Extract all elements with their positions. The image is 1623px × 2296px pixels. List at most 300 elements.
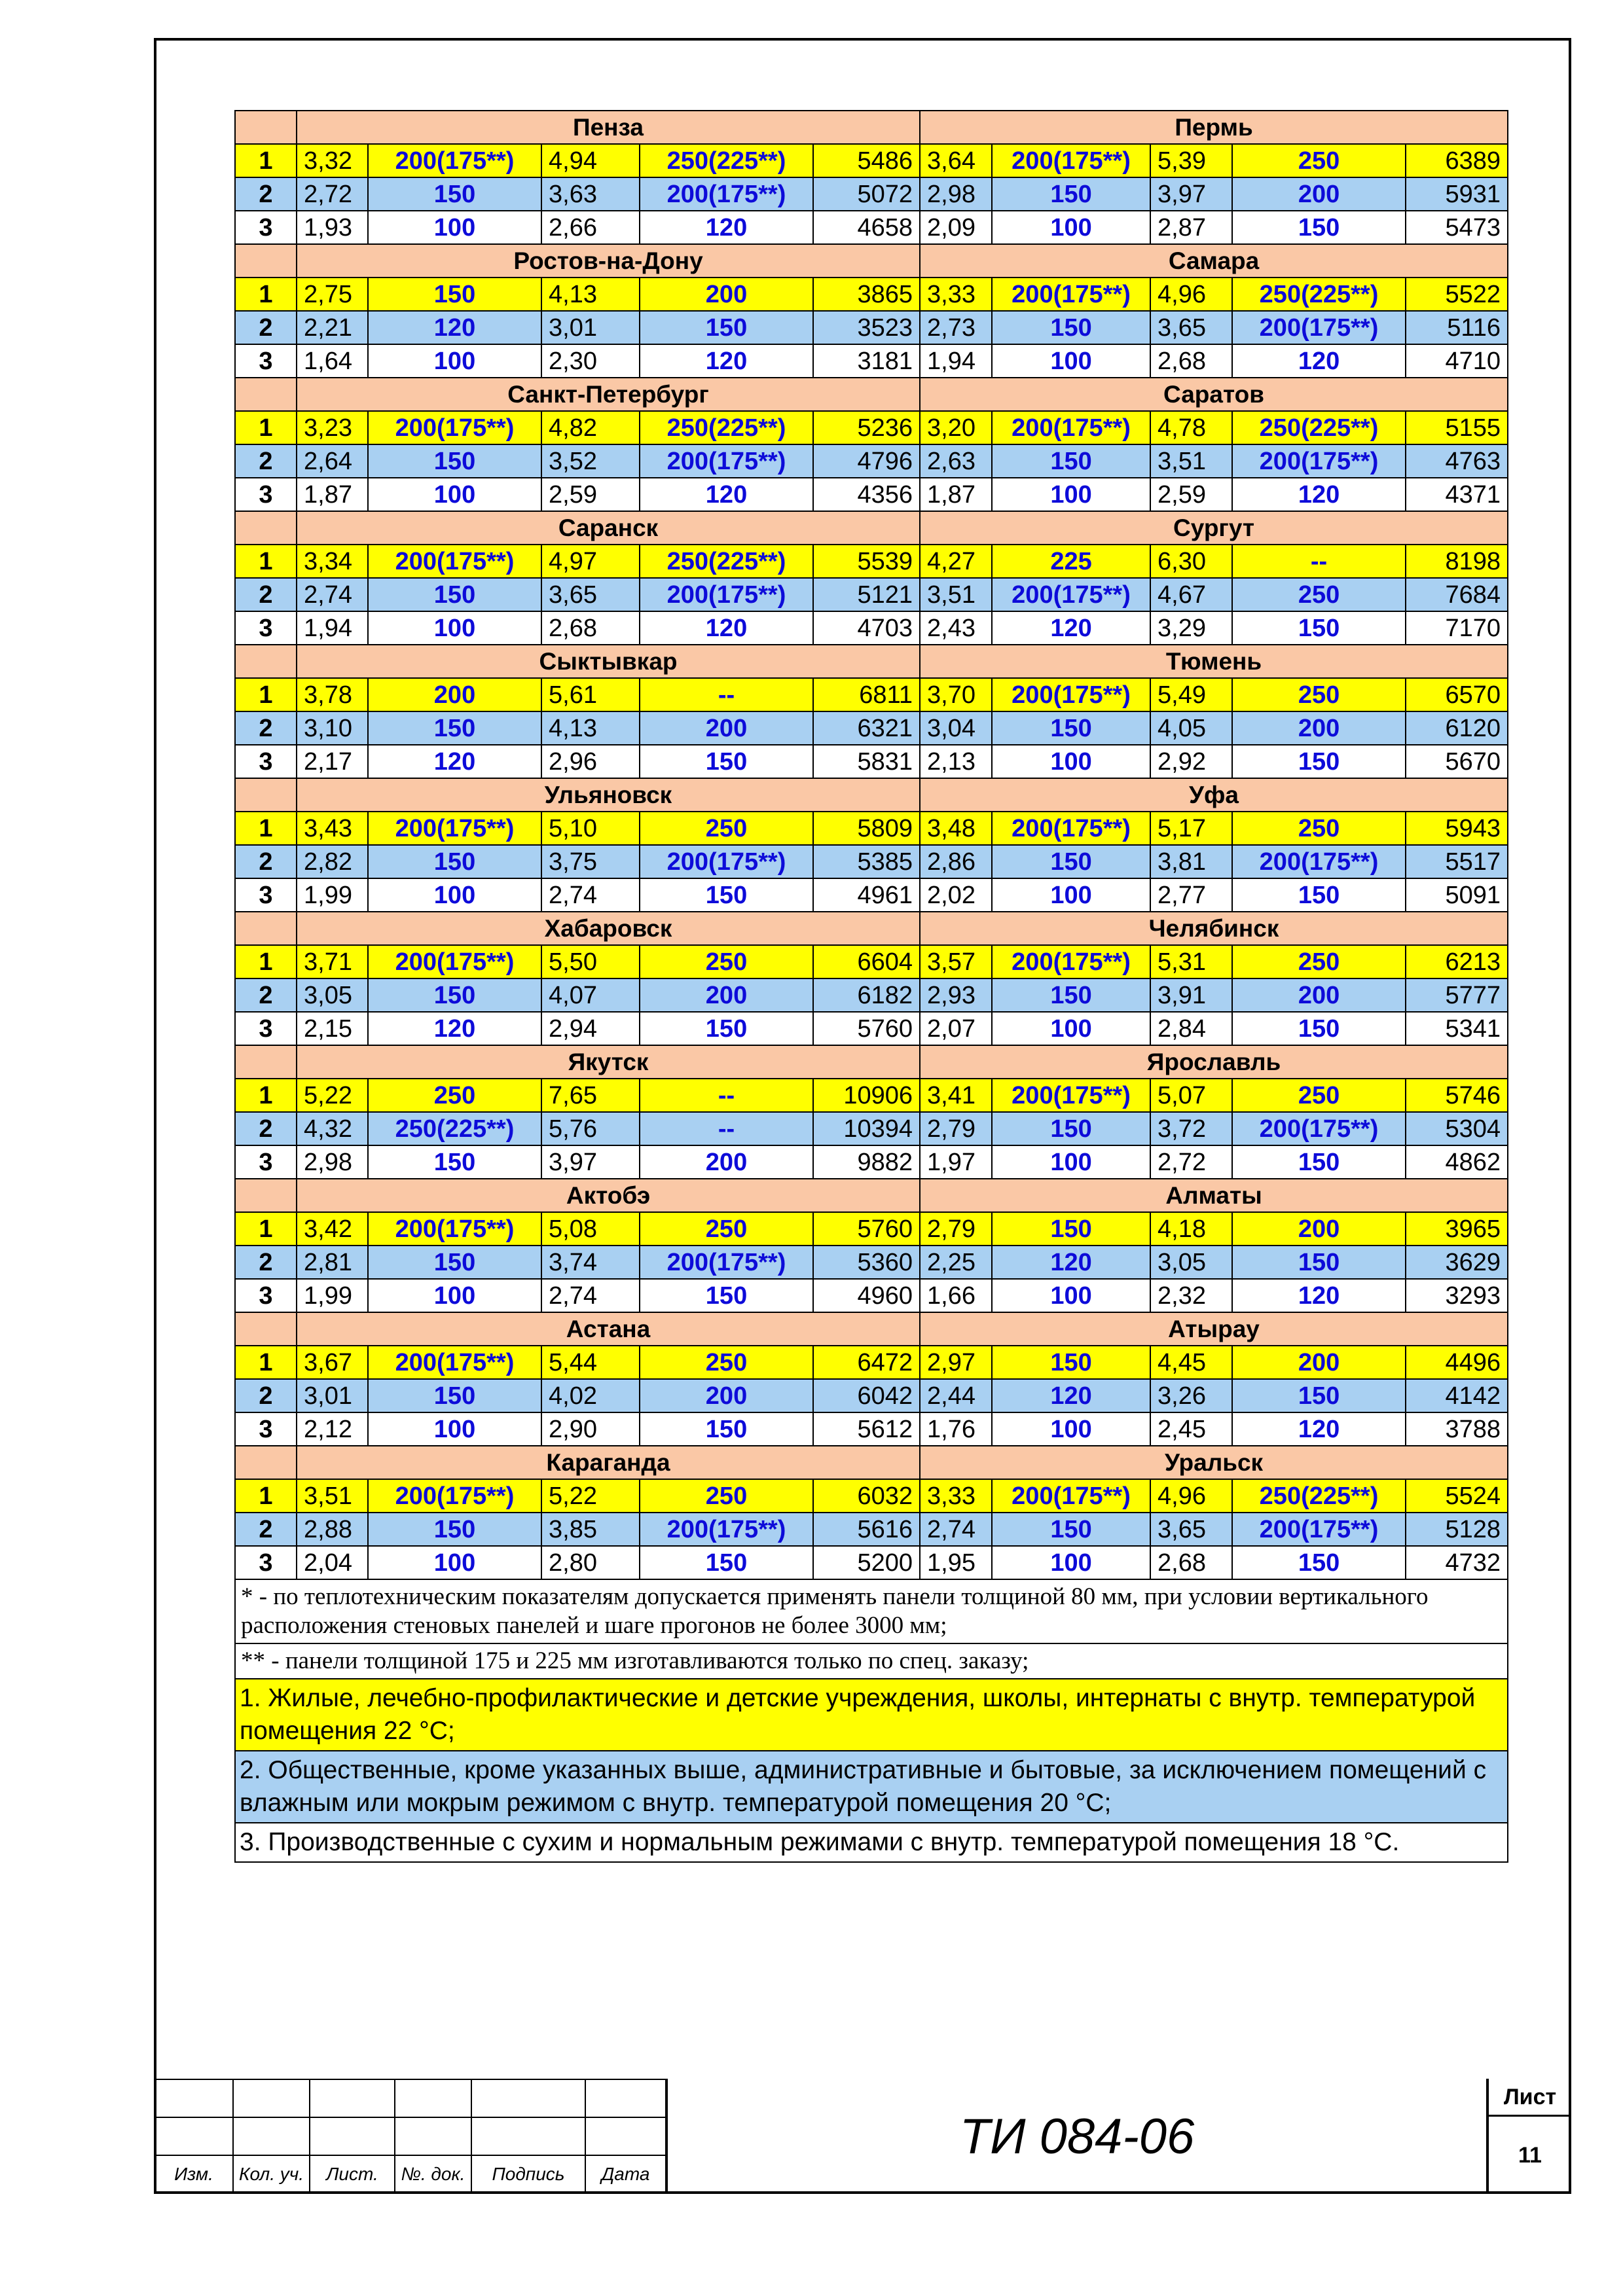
panel-thickness-alt: 200(175**) bbox=[1232, 1513, 1406, 1546]
panel-thickness: 200(175**) bbox=[368, 945, 541, 978]
room-category: 2 bbox=[235, 444, 297, 478]
panel-thickness: 150 bbox=[368, 1145, 541, 1179]
city-name-left: Караганда bbox=[297, 1446, 920, 1479]
resistance-required: 2,21 bbox=[297, 311, 368, 344]
date-label: Дата bbox=[585, 2155, 666, 2193]
resistance-actual: 3,65 bbox=[1150, 311, 1232, 344]
resistance-actual: 4,45 bbox=[1150, 1346, 1232, 1379]
degree-days: 10394 bbox=[813, 1112, 920, 1145]
city-header-row bbox=[235, 111, 1508, 144]
panel-thickness: 100 bbox=[368, 878, 541, 912]
table-row bbox=[235, 945, 1508, 978]
room-category: 2 bbox=[235, 177, 297, 211]
resistance-actual: 2,77 bbox=[1150, 878, 1232, 912]
panel-thickness: 200(175**) bbox=[368, 1346, 541, 1379]
resistance-actual: 3,51 bbox=[1150, 444, 1232, 478]
panel-thickness: 100 bbox=[368, 1279, 541, 1312]
panel-thickness-alt: 120 bbox=[1232, 1279, 1406, 1312]
resistance-actual: 3,63 bbox=[541, 177, 640, 211]
panel-thickness-alt: 200 bbox=[640, 978, 813, 1012]
resistance-required: 3,10 bbox=[297, 711, 368, 745]
resistance-required: 3,78 bbox=[297, 678, 368, 711]
degree-days: 5670 bbox=[1406, 745, 1508, 778]
panel-thickness-alt: 250 bbox=[1232, 678, 1406, 711]
resistance-actual: 3,74 bbox=[541, 1246, 640, 1279]
room-category: 2 bbox=[235, 1112, 297, 1145]
empty-cell bbox=[235, 511, 297, 545]
table-row bbox=[235, 611, 1508, 645]
resistance-required: 2,07 bbox=[920, 1012, 992, 1045]
degree-days: 5612 bbox=[813, 1412, 920, 1446]
degree-days: 10906 bbox=[813, 1079, 920, 1112]
panel-thickness-alt: 200 bbox=[640, 278, 813, 311]
panel-thickness-alt: 200 bbox=[640, 1145, 813, 1179]
panel-thickness: 120 bbox=[992, 1379, 1150, 1412]
degree-days: 3181 bbox=[813, 344, 920, 378]
panel-thickness: 150 bbox=[992, 711, 1150, 745]
degree-days: 5522 bbox=[1406, 278, 1508, 311]
panel-thickness-alt: 250(225**) bbox=[1232, 411, 1406, 444]
degree-days: 5360 bbox=[813, 1246, 920, 1279]
table-row bbox=[235, 1479, 1508, 1513]
footnote-star1: * - по теплотехническим показателям допускается применять панели толщиной 80 мм, при условии вертикального расположения стеновых панелей и шаге прогонов не более 3000 мм; bbox=[235, 1579, 1508, 1643]
panel-thickness-alt: 150 bbox=[640, 1546, 813, 1579]
city-header-row bbox=[235, 645, 1508, 678]
city-header-row bbox=[235, 1312, 1508, 1346]
resistance-actual: 2,72 bbox=[1150, 1145, 1232, 1179]
city-name-left: Ростов-на-Дону bbox=[297, 244, 920, 278]
room-category: 2 bbox=[235, 711, 297, 745]
degree-days: 5931 bbox=[1406, 177, 1508, 211]
degree-days: 4703 bbox=[813, 611, 920, 645]
degree-days: 3629 bbox=[1406, 1246, 1508, 1279]
city-name-left: Астана bbox=[297, 1312, 920, 1346]
resistance-required: 1,87 bbox=[297, 478, 368, 511]
panel-thickness: 150 bbox=[368, 444, 541, 478]
resistance-actual: 4,13 bbox=[541, 278, 640, 311]
table-row bbox=[235, 444, 1508, 478]
panel-thickness-alt: 200(175**) bbox=[640, 444, 813, 478]
table-row bbox=[235, 1145, 1508, 1179]
empty-cell bbox=[235, 1179, 297, 1212]
panel-thickness: 150 bbox=[992, 1212, 1150, 1246]
resistance-actual: 2,92 bbox=[1150, 745, 1232, 778]
doc-no-label: №. док. bbox=[395, 2155, 471, 2193]
category-1-note: 1. Жилые, лечебно-профилактические и детские учреждения, школы, интернаты с внутр. температурой помещения 22 °С; bbox=[235, 1679, 1508, 1751]
resistance-required: 2,79 bbox=[920, 1212, 992, 1246]
panel-thickness-alt: 150 bbox=[640, 745, 813, 778]
degree-days: 5341 bbox=[1406, 1012, 1508, 1045]
title-block-grid bbox=[154, 2079, 666, 2194]
table-row bbox=[235, 1246, 1508, 1279]
resistance-actual: 5,07 bbox=[1150, 1079, 1232, 1112]
resistance-required: 2,88 bbox=[297, 1513, 368, 1546]
room-category: 1 bbox=[235, 1079, 297, 1112]
city-header-row bbox=[235, 1179, 1508, 1212]
resistance-required: 2,73 bbox=[920, 311, 992, 344]
resistance-required: 3,33 bbox=[920, 278, 992, 311]
panel-thickness: 150 bbox=[992, 1513, 1150, 1546]
resistance-actual: 4,97 bbox=[541, 545, 640, 578]
resistance-actual: 3,05 bbox=[1150, 1246, 1232, 1279]
resistance-required: 1,76 bbox=[920, 1412, 992, 1446]
panel-thickness-alt: 200(175**) bbox=[1232, 1112, 1406, 1145]
resistance-required: 1,97 bbox=[920, 1145, 992, 1179]
degree-days: 6042 bbox=[813, 1379, 920, 1412]
category-1-note-row bbox=[235, 1679, 1508, 1751]
table-row bbox=[235, 578, 1508, 611]
panel-thickness-alt: 150 bbox=[1232, 1145, 1406, 1179]
room-category: 2 bbox=[235, 978, 297, 1012]
panel-thickness-alt: 200 bbox=[640, 1379, 813, 1412]
resistance-actual: 5,22 bbox=[541, 1479, 640, 1513]
panel-thickness-alt: 250 bbox=[1232, 144, 1406, 177]
room-category: 2 bbox=[235, 1246, 297, 1279]
degree-days: 5809 bbox=[813, 812, 920, 845]
resistance-required: 3,71 bbox=[297, 945, 368, 978]
panel-thickness-alt: 200(175**) bbox=[640, 1513, 813, 1546]
panel-thickness: 100 bbox=[368, 211, 541, 244]
panel-thickness: 150 bbox=[992, 444, 1150, 478]
table-row bbox=[235, 144, 1508, 177]
table-row bbox=[235, 1079, 1508, 1112]
room-category: 3 bbox=[235, 344, 297, 378]
room-category: 1 bbox=[235, 545, 297, 578]
panel-thickness: 200(175**) bbox=[368, 812, 541, 845]
resistance-actual: 3,91 bbox=[1150, 978, 1232, 1012]
empty-cell bbox=[235, 1312, 297, 1346]
room-category: 3 bbox=[235, 1412, 297, 1446]
resistance-actual: 3,65 bbox=[541, 578, 640, 611]
panel-thickness: 200(175**) bbox=[992, 411, 1150, 444]
panel-thickness: 100 bbox=[992, 478, 1150, 511]
degree-days: 6321 bbox=[813, 711, 920, 745]
resistance-actual: 2,96 bbox=[541, 745, 640, 778]
room-category: 1 bbox=[235, 945, 297, 978]
panel-thickness: 150 bbox=[368, 845, 541, 878]
resistance-actual: 2,80 bbox=[541, 1546, 640, 1579]
resistance-required: 1,99 bbox=[297, 1279, 368, 1312]
resistance-required: 2,02 bbox=[920, 878, 992, 912]
panel-thickness-alt: 250 bbox=[1232, 812, 1406, 845]
degree-days: 5831 bbox=[813, 745, 920, 778]
degree-days: 4960 bbox=[813, 1279, 920, 1312]
city-name-left: Актобэ bbox=[297, 1179, 920, 1212]
category-3-note-row bbox=[235, 1823, 1508, 1862]
degree-days: 5473 bbox=[1406, 211, 1508, 244]
table-row bbox=[235, 177, 1508, 211]
resistance-required: 2,04 bbox=[297, 1546, 368, 1579]
room-category: 1 bbox=[235, 144, 297, 177]
resistance-actual: 3,65 bbox=[1150, 1513, 1232, 1546]
panel-thickness: 150 bbox=[992, 978, 1150, 1012]
room-category: 1 bbox=[235, 678, 297, 711]
resistance-actual: 3,97 bbox=[541, 1145, 640, 1179]
table-row bbox=[235, 1112, 1508, 1145]
degree-days: 6472 bbox=[813, 1346, 920, 1379]
room-category: 2 bbox=[235, 311, 297, 344]
panel-thickness: 100 bbox=[992, 1279, 1150, 1312]
table-row bbox=[235, 545, 1508, 578]
degree-days: 5121 bbox=[813, 578, 920, 611]
empty-cell bbox=[235, 645, 297, 678]
sheet-col-label: Лист. bbox=[310, 2155, 395, 2193]
panel-thickness-alt: 200(175**) bbox=[640, 1246, 813, 1279]
table-row bbox=[235, 1513, 1508, 1546]
panel-thickness: 100 bbox=[368, 344, 541, 378]
panel-thickness-alt: -- bbox=[640, 678, 813, 711]
room-category: 2 bbox=[235, 845, 297, 878]
resistance-required: 3,20 bbox=[920, 411, 992, 444]
panel-thickness-alt: 150 bbox=[640, 1012, 813, 1045]
degree-days: 6570 bbox=[1406, 678, 1508, 711]
degree-days: 4658 bbox=[813, 211, 920, 244]
panel-thickness-alt: 200 bbox=[1232, 711, 1406, 745]
resistance-actual: 2,45 bbox=[1150, 1412, 1232, 1446]
degree-days: 5155 bbox=[1406, 411, 1508, 444]
panel-thickness: 150 bbox=[992, 311, 1150, 344]
panel-thickness-alt: 250(225**) bbox=[640, 144, 813, 177]
empty-cell bbox=[235, 778, 297, 812]
resistance-actual: 2,94 bbox=[541, 1012, 640, 1045]
degree-days: 4142 bbox=[1406, 1379, 1508, 1412]
degree-days: 9882 bbox=[813, 1145, 920, 1179]
resistance-required: 4,27 bbox=[920, 545, 992, 578]
city-name-left: Ульяновск bbox=[297, 778, 920, 812]
resistance-required: 3,51 bbox=[297, 1479, 368, 1513]
city-name-right: Уфа bbox=[920, 778, 1508, 812]
resistance-required: 2,43 bbox=[920, 611, 992, 645]
city-name-right: Сургут bbox=[920, 511, 1508, 545]
degree-days: 4732 bbox=[1406, 1546, 1508, 1579]
resistance-required: 2,75 bbox=[297, 278, 368, 311]
city-header-row bbox=[235, 511, 1508, 545]
city-name-right: Челябинск bbox=[920, 912, 1508, 945]
panel-thickness-alt: -- bbox=[640, 1112, 813, 1145]
panel-thickness: 225 bbox=[992, 545, 1150, 578]
panel-thickness: 200(175**) bbox=[368, 1212, 541, 1246]
table-row bbox=[235, 745, 1508, 778]
resistance-actual: 5,17 bbox=[1150, 812, 1232, 845]
panel-thickness-alt: 120 bbox=[1232, 478, 1406, 511]
resistance-required: 3,23 bbox=[297, 411, 368, 444]
panel-thickness: 200(175**) bbox=[992, 1479, 1150, 1513]
panel-thickness-alt: 150 bbox=[640, 878, 813, 912]
resistance-required: 2,44 bbox=[920, 1379, 992, 1412]
panel-thickness: 120 bbox=[368, 1012, 541, 1045]
panel-thickness: 250(225**) bbox=[368, 1112, 541, 1145]
panel-thickness-alt: 250 bbox=[640, 1212, 813, 1246]
resistance-required: 2,74 bbox=[297, 578, 368, 611]
panel-thickness-alt: 150 bbox=[1232, 1546, 1406, 1579]
sheet-number: 11 bbox=[1518, 2143, 1542, 2168]
city-name-right: Пермь bbox=[920, 111, 1508, 144]
degree-days: 5116 bbox=[1406, 311, 1508, 344]
resistance-actual: 2,68 bbox=[1150, 1546, 1232, 1579]
resistance-actual: 5,31 bbox=[1150, 945, 1232, 978]
resistance-required: 2,79 bbox=[920, 1112, 992, 1145]
degree-days: 4356 bbox=[813, 478, 920, 511]
panel-thickness: 100 bbox=[992, 745, 1150, 778]
table-row bbox=[235, 478, 1508, 511]
resistance-actual: 5,49 bbox=[1150, 678, 1232, 711]
resistance-actual: 3,75 bbox=[541, 845, 640, 878]
panel-thickness-alt: 150 bbox=[640, 311, 813, 344]
empty-cell bbox=[235, 1446, 297, 1479]
panel-thickness: 120 bbox=[368, 311, 541, 344]
panel-thickness: 200(175**) bbox=[992, 812, 1150, 845]
resistance-required: 3,42 bbox=[297, 1212, 368, 1246]
resistance-actual: 2,74 bbox=[541, 1279, 640, 1312]
resistance-required: 3,64 bbox=[920, 144, 992, 177]
panel-thickness-alt: 250 bbox=[640, 812, 813, 845]
panel-thickness-alt: 250(225**) bbox=[1232, 1479, 1406, 1513]
panel-thickness: 150 bbox=[368, 1379, 541, 1412]
degree-days: 5539 bbox=[813, 545, 920, 578]
degree-days: 6389 bbox=[1406, 144, 1508, 177]
panel-thickness-alt: 120 bbox=[1232, 344, 1406, 378]
room-category: 2 bbox=[235, 1513, 297, 1546]
degree-days: 5760 bbox=[813, 1212, 920, 1246]
resistance-actual: 2,74 bbox=[541, 878, 640, 912]
panel-thickness-alt: 250(225**) bbox=[640, 545, 813, 578]
resistance-actual: 5,44 bbox=[541, 1346, 640, 1379]
resistance-actual: 5,39 bbox=[1150, 144, 1232, 177]
table-row bbox=[235, 344, 1508, 378]
panel-thickness: 120 bbox=[992, 611, 1150, 645]
degree-days: 6182 bbox=[813, 978, 920, 1012]
city-header-row bbox=[235, 912, 1508, 945]
resistance-actual: 5,61 bbox=[541, 678, 640, 711]
resistance-required: 2,72 bbox=[297, 177, 368, 211]
city-name-left: Сыктывкар bbox=[297, 645, 920, 678]
resistance-actual: 2,30 bbox=[541, 344, 640, 378]
resistance-required: 3,67 bbox=[297, 1346, 368, 1379]
room-category: 2 bbox=[235, 1379, 297, 1412]
resistance-actual: 2,68 bbox=[541, 611, 640, 645]
table-row bbox=[235, 1346, 1508, 1379]
room-category: 2 bbox=[235, 578, 297, 611]
panel-thickness: 150 bbox=[368, 1513, 541, 1546]
degree-days: 5943 bbox=[1406, 812, 1508, 845]
degree-days: 5486 bbox=[813, 144, 920, 177]
city-name-right: Саратов bbox=[920, 378, 1508, 411]
signature-label: Подпись bbox=[471, 2155, 585, 2193]
panel-thickness-alt: 200(175**) bbox=[1232, 311, 1406, 344]
degree-days: 5128 bbox=[1406, 1513, 1508, 1546]
resistance-actual: 2,66 bbox=[541, 211, 640, 244]
degree-days: 4371 bbox=[1406, 478, 1508, 511]
panel-thickness-alt: 200(175**) bbox=[1232, 845, 1406, 878]
resistance-required: 5,22 bbox=[297, 1079, 368, 1112]
panel-thickness: 200(175**) bbox=[992, 278, 1150, 311]
empty-cell bbox=[235, 378, 297, 411]
panel-thickness: 200(175**) bbox=[992, 144, 1150, 177]
resistance-actual: 2,68 bbox=[1150, 344, 1232, 378]
resistance-required: 2,81 bbox=[297, 1246, 368, 1279]
panel-thickness-alt: 150 bbox=[1232, 1246, 1406, 1279]
resistance-actual: 3,85 bbox=[541, 1513, 640, 1546]
degree-days: 6032 bbox=[813, 1479, 920, 1513]
degree-days: 5760 bbox=[813, 1012, 920, 1045]
panel-thickness-alt: 150 bbox=[640, 1412, 813, 1446]
panel-thickness: 150 bbox=[368, 711, 541, 745]
degree-days: 5091 bbox=[1406, 878, 1508, 912]
resistance-actual: 4,05 bbox=[1150, 711, 1232, 745]
panel-thickness: 200(175**) bbox=[368, 545, 541, 578]
degree-days: 4796 bbox=[813, 444, 920, 478]
table-row bbox=[235, 411, 1508, 444]
panel-thickness: 120 bbox=[368, 745, 541, 778]
table-row bbox=[235, 211, 1508, 244]
city-name-right: Алматы bbox=[920, 1179, 1508, 1212]
panel-thickness: 150 bbox=[992, 1346, 1150, 1379]
room-category: 1 bbox=[235, 278, 297, 311]
city-header-row bbox=[235, 1045, 1508, 1079]
resistance-required: 3,70 bbox=[920, 678, 992, 711]
panel-thickness-alt: 120 bbox=[640, 211, 813, 244]
degree-days: 5304 bbox=[1406, 1112, 1508, 1145]
panel-thickness-alt: 250 bbox=[1232, 578, 1406, 611]
degree-days: 4763 bbox=[1406, 444, 1508, 478]
room-category: 3 bbox=[235, 1546, 297, 1579]
panel-thickness: 150 bbox=[368, 177, 541, 211]
city-name-left: Якутск bbox=[297, 1045, 920, 1079]
table-row bbox=[235, 278, 1508, 311]
resistance-actual: 4,13 bbox=[541, 711, 640, 745]
panel-thickness-alt: -- bbox=[1232, 545, 1406, 578]
resistance-required: 3,48 bbox=[920, 812, 992, 845]
city-name-left: Пенза bbox=[297, 111, 920, 144]
degree-days: 5777 bbox=[1406, 978, 1508, 1012]
footnote-star2: ** - панели толщиной 175 и 225 мм изготавливаются только по спец. заказу; bbox=[235, 1643, 1508, 1679]
resistance-required: 3,05 bbox=[297, 978, 368, 1012]
panel-thickness-alt: 250 bbox=[640, 1346, 813, 1379]
resistance-actual: 3,29 bbox=[1150, 611, 1232, 645]
table-row bbox=[235, 1212, 1508, 1246]
panel-thickness: 150 bbox=[992, 1112, 1150, 1145]
degree-days: 5072 bbox=[813, 177, 920, 211]
panel-thickness: 150 bbox=[368, 278, 541, 311]
resistance-actual: 3,72 bbox=[1150, 1112, 1232, 1145]
panel-thickness-alt: 250 bbox=[1232, 945, 1406, 978]
table-row bbox=[235, 1412, 1508, 1446]
room-category: 3 bbox=[235, 211, 297, 244]
panel-thickness: 150 bbox=[368, 1246, 541, 1279]
panel-thickness: 100 bbox=[368, 611, 541, 645]
panel-thickness: 100 bbox=[992, 1412, 1150, 1446]
panel-thickness: 100 bbox=[368, 1546, 541, 1579]
room-category: 3 bbox=[235, 1279, 297, 1312]
panel-thickness-alt: 250(225**) bbox=[640, 411, 813, 444]
resistance-actual: 5,50 bbox=[541, 945, 640, 978]
degree-days: 5517 bbox=[1406, 845, 1508, 878]
panel-thickness: 150 bbox=[992, 845, 1150, 878]
degree-days: 4496 bbox=[1406, 1346, 1508, 1379]
city-name-right: Атырау bbox=[920, 1312, 1508, 1346]
panel-thickness: 200(175**) bbox=[992, 578, 1150, 611]
resistance-required: 3,33 bbox=[920, 1479, 992, 1513]
resistance-actual: 4,67 bbox=[1150, 578, 1232, 611]
panel-thickness: 150 bbox=[368, 978, 541, 1012]
resistance-actual: 2,84 bbox=[1150, 1012, 1232, 1045]
degree-days: 3865 bbox=[813, 278, 920, 311]
panel-thickness: 150 bbox=[368, 578, 541, 611]
resistance-required: 1,93 bbox=[297, 211, 368, 244]
panel-thickness-alt: 250 bbox=[640, 945, 813, 978]
resistance-actual: 4,94 bbox=[541, 144, 640, 177]
resistance-actual: 2,59 bbox=[541, 478, 640, 511]
